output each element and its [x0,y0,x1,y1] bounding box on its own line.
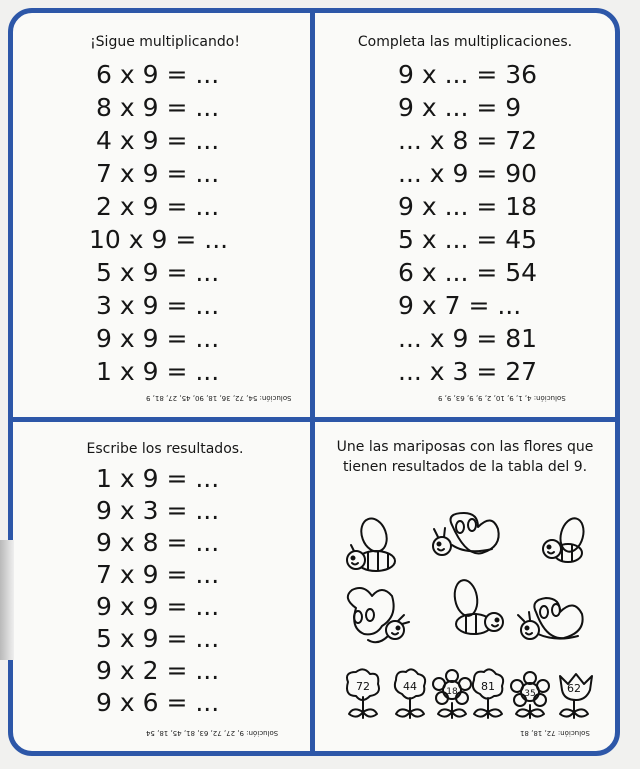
q2-row: 9 x ... = 9 [398,93,522,122]
q1-title: ¡Sigue multiplicando! [90,34,240,50]
q3-row: 9 x 2 = ... [96,656,220,685]
flower-drawing [347,669,379,718]
q3-row: 9 x 6 = ... [96,688,220,717]
q3-row: 1 x 9 = ... [96,464,220,493]
q3-row: 9 x 3 = ... [96,496,220,525]
q2-solution: Solución: 4, 1, 9, 10, 2, 9, 9, 63, 9, 9 [438,394,566,402]
q2-row: ... x 9 = 90 [398,159,538,188]
q1-row: 9 x 9 = ... [96,324,220,353]
q1-row: 8 x 9 = ... [96,93,220,122]
q1-solution: Solución: 54, 72, 36, 18, 90, 45, 27, 81, 9 [146,394,292,402]
flower-drawing [473,669,503,718]
q4-title-line1: Une las mariposas con las flores que [336,439,594,455]
q2-row: 5 x ... = 45 [398,225,538,254]
q2-row: ... x 9 = 81 [398,324,538,353]
flower-number: 35 [524,689,536,699]
butterfly-drawing [433,513,499,555]
q2-row: 9 x 7 = ... [398,291,522,320]
q1-row: 6 x 9 = ... [96,60,220,89]
q4-solution: Solución: 72, 18, 81 [520,729,590,737]
q1-row: 3 x 9 = ... [96,291,220,320]
flower-drawing [395,669,425,718]
q3-title: Escribe los resultados. [86,441,244,457]
butterfly-drawing [518,598,583,639]
q2-title: Completa las multiplicaciones. [357,34,573,50]
q1-row: 10 x 9 = ... [89,225,229,254]
flower-number: 62 [567,682,581,695]
q1-row: 5 x 9 = ... [96,258,220,287]
bee-drawing [452,578,503,634]
flower-number: 81 [481,680,495,693]
flower-drawing [560,674,592,718]
bee-drawing [543,516,587,562]
q2-row: 9 x ... = 36 [398,60,538,89]
q2-row: 6 x ... = 54 [398,258,538,287]
butterfly-drawing [348,588,409,642]
q3-row: 9 x 9 = ... [96,592,220,621]
flower-number: 72 [356,680,370,693]
q3-row: 5 x 9 = ... [96,624,220,653]
q4-title-line2: tienen resultados de la tabla del 9. [342,459,588,475]
q3-row: 7 x 9 = ... [96,560,220,589]
q2-row: ... x 3 = 27 [398,357,538,386]
q3-solution: Solución: 9, 27, 72, 63, 81, 45, 18, 54 [146,729,279,737]
q1-row: 1 x 9 = ... [96,357,220,386]
q3-row: 9 x 8 = ... [96,528,220,557]
q2-row: ... x 8 = 72 [398,126,538,155]
flower-number: 18 [446,687,458,697]
flower-number: 44 [403,680,417,693]
bee-drawing [347,515,395,571]
q1-row: 7 x 9 = ... [96,159,220,188]
q1-row: 2 x 9 = ... [96,192,220,221]
q2-row: 9 x ... = 18 [398,192,538,221]
q1-row: 4 x 9 = ... [96,126,220,155]
